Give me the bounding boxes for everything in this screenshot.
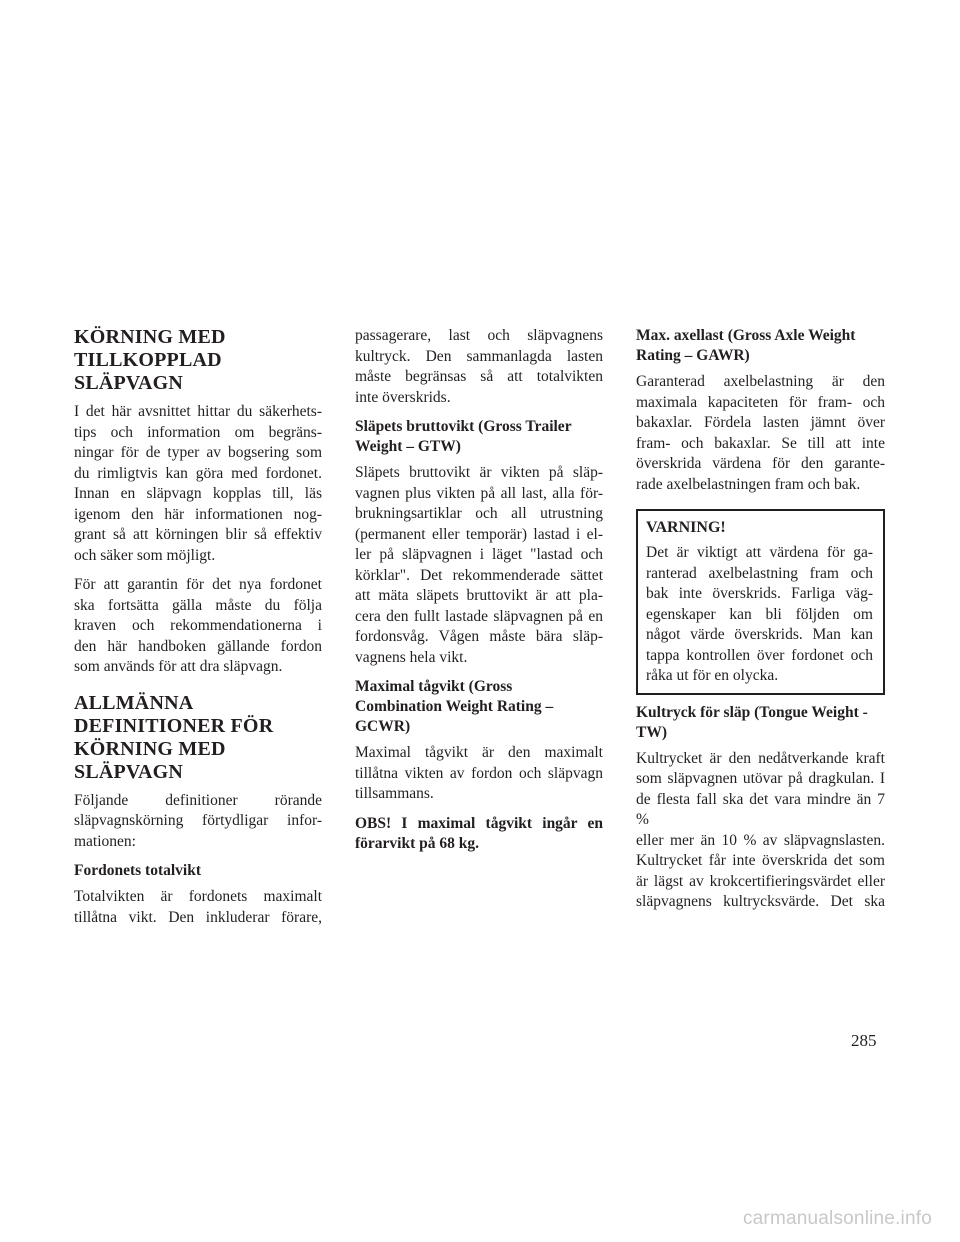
gawr-paragraph: Garanterad axelbelastning är den maximala kapaciteten för fram- och bakaxlar. Fördela lasten jämnt över fram- och bakaxlar. Se till att inte överskrida värdena för den garante- rade axelbelastningen fram och bak. xyxy=(636,373,885,493)
gvwr-paragraph: Totalvikten är fordonets maximalt tillåtna vikt. Den inkluderar förare, xyxy=(74,888,322,926)
section-heading-definitions: ALLMÄNNA DEFINITIONER FÖR KÖRNING MED SLÄPVAGN xyxy=(74,691,274,783)
gtw-paragraph: Släpets bruttovikt är vikten på släp- vagnen plus vikten på all last, alla för- brukningsartiklar och all utrustning (permanent eller temporär) lastad i el- ler på släpvagnen i läget "lastad och körklar". Det rekommenderade sättet att mäta släpets bruttovikt är att pla- cera den fullt lastade släpvagnen på en fordonsvåg. Vågen måste bära släp- vagnens hela vikt. xyxy=(355,464,603,666)
gcwr-title: Maximal tågvikt (Gross Combination Weight Rating – GCWR) xyxy=(355,678,554,735)
warning-title: VARNING! xyxy=(646,519,726,536)
column-1 xyxy=(74,326,322,937)
column-2 xyxy=(355,326,603,864)
intro-paragraph: I det här avsnittet hittar du säkerhets- tips och information om begräns- ningar för de typer av bogsering som du rimligtvis kan göra med fordonet. Innan en släpvagn kopplas till, läs igenom den här informationen nog- grant så att körningen blir så effektiv och säker som möjligt. xyxy=(74,403,322,564)
section-heading-towing: KÖRNING MED TILLKOPPLAD SLÄPVAGN xyxy=(74,326,226,394)
gawr-title: Max. axellast (Gross Axle Weight Rating – GAWR) xyxy=(636,327,856,364)
warning-text: Det är viktigt att värdena för ga- ranterad axelbelastning fram och bak inte överskrids. Farliga väg- egenskaper kan bli följden om något värde överskrids. Man kan tappa kontrollen över fordonet och råka ut för en olycka. xyxy=(646,544,873,684)
gtw-title: Släpets bruttovikt (Gross Trailer Weight – GTW) xyxy=(355,418,572,455)
gvwr-continued-paragraph: passagerare, last och släpvagnens kultryck. Den sammanlagda lasten måste begränsas så att totalvikten inte överskrids. xyxy=(355,327,603,406)
page-number: 285 xyxy=(851,1031,877,1050)
tw-paragraph: Kultrycket är den nedåtverkande kraft som släpvagnen utövar på dragkulan. I de flesta fall ska det vara mindre än 7 % eller mer än 10 % av släpvagnslasten. Kultrycket får inte överskrida det som är lägst av krokcertifieringsvärdet eller släpvagnens kultrycksvärde. Det ska xyxy=(636,749,885,910)
watermark: carmanualsonline.info xyxy=(742,1208,932,1229)
column-3 xyxy=(636,326,885,922)
tw-title: Kultryck för släp (Tongue Weight - TW) xyxy=(636,703,868,741)
warranty-paragraph: För att garantin för det nya fordonet ska fortsätta gälla måste du följa kraven och rekommendationerna i den här handboken gällande fordon som används för att dra släpvagn. xyxy=(74,576,322,675)
warning-box xyxy=(636,509,885,695)
gcwr-paragraph: Maximal tågvikt är den maximalt tillåtna vikten av fordon och släpvagn tillsammans. xyxy=(355,744,603,802)
definitions-intro-paragraph: Följande definitioner rörande släpvagnskörning förtydligar infor- mationen: xyxy=(74,791,322,850)
obs-note: OBS! I maximal tågvikt ingår en förarvikt på 68 kg. xyxy=(355,814,603,852)
gvwr-title: Fordonets totalvikt xyxy=(74,862,202,879)
